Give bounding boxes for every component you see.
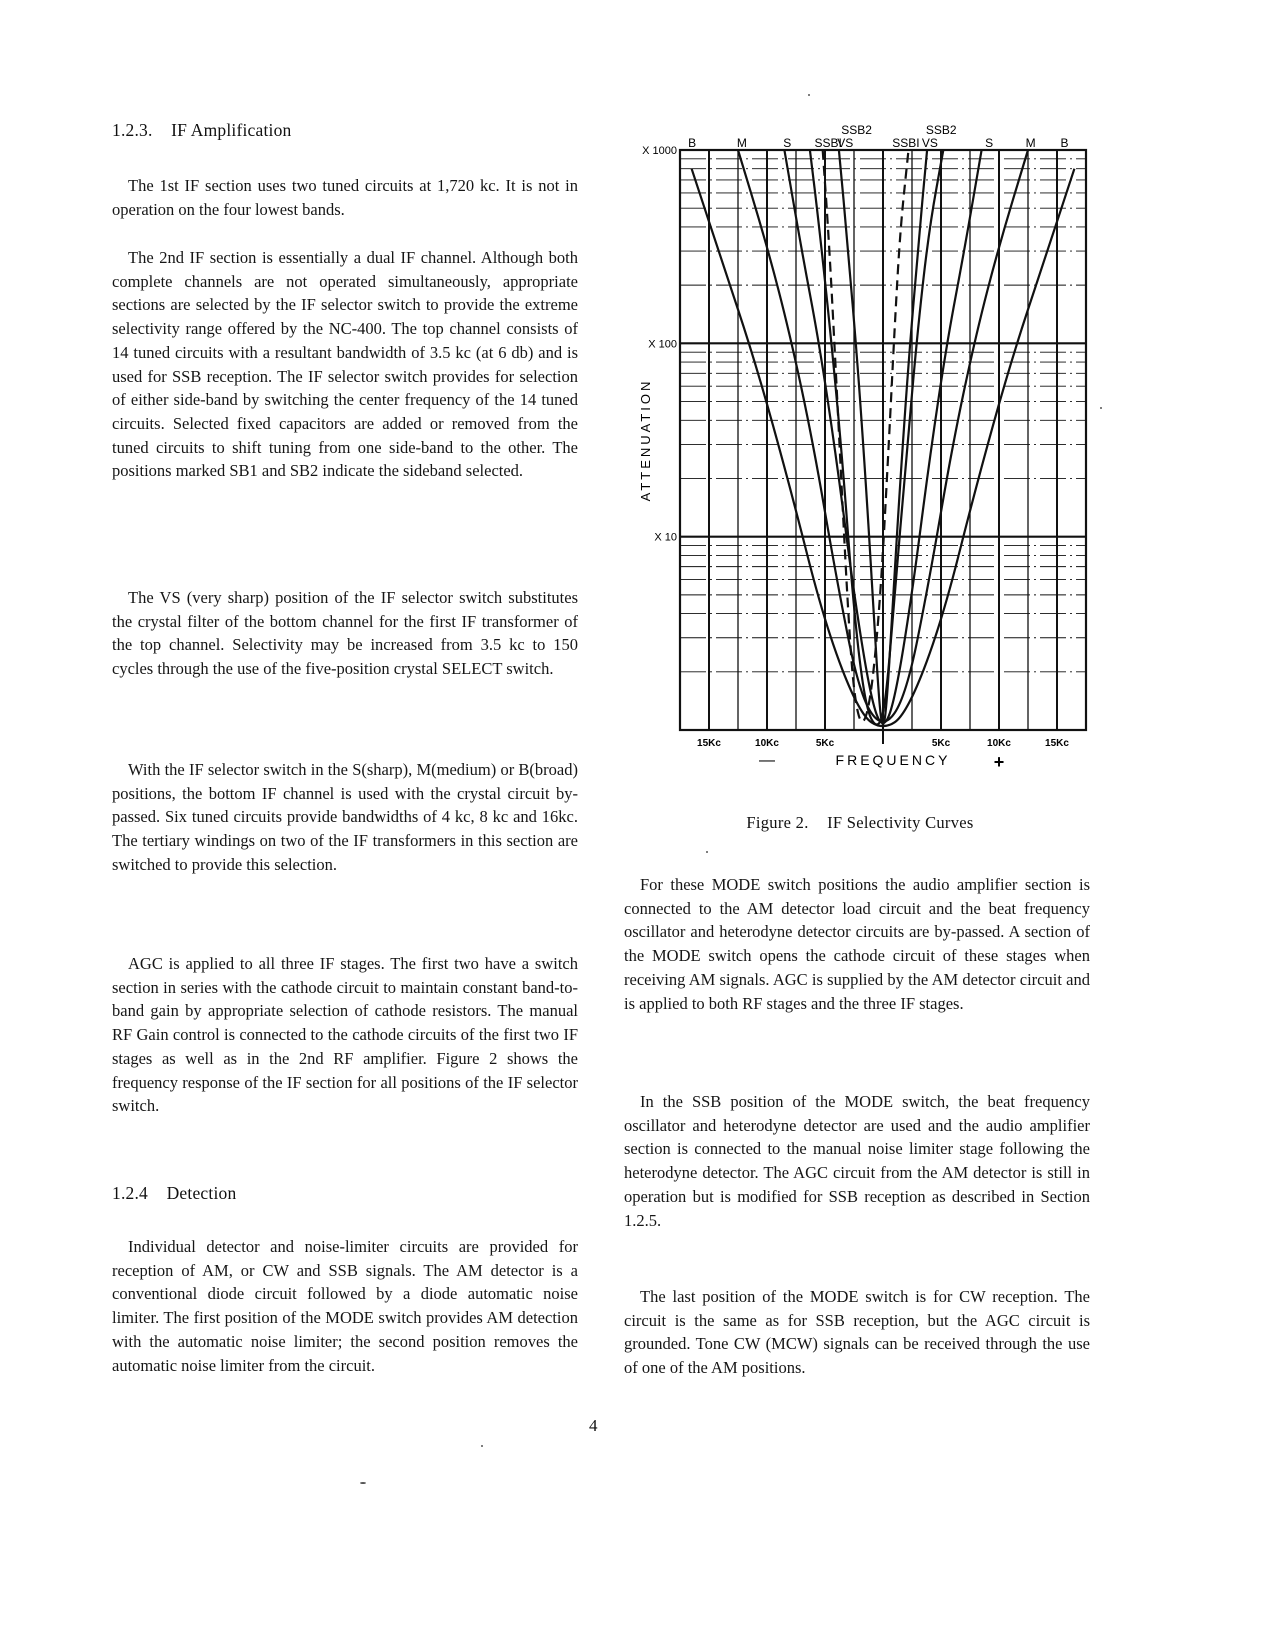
curve-label: B	[688, 136, 697, 150]
section-number: 1.2.3.	[112, 120, 153, 140]
y-tick-label: X 1000	[642, 145, 677, 157]
section-heading-if-amplification	[112, 120, 292, 141]
section-title: Detection	[166, 1183, 237, 1203]
paragraph: The 2nd IF section is essentially a dual IF channel. Although both complete channels are not operated simultaneously, appropriate sections are selected by the IF selector switch to provide the extreme selectivity range offered by the NC-400. The top channel consists of 14 tuned circuits with a resultant bandwidth of 3.5 kc (at 6 db) and is used for SSB reception. The IF selector switch provides for selection of either side-band by switching the center frequency of the 14 tuned circuits. Selected fixed capacitors are added or removed from the tuned circuits to shift tuning from one side-band to the other. The positions marked SB1 and SB2 indicate the sideband selected.	[112, 248, 578, 481]
x-tick-label: 15Kc	[697, 738, 721, 749]
scan-speck	[808, 94, 810, 96]
paragraph: The VS (very sharp) position of the IF selector switch substitutes the crystal filter of the bottom channel for the first IF transformer of the top channel. Selectivity may be increased from 3.5 kc to 150 cycles through the use of the five-position crystal SELECT switch.	[112, 588, 578, 679]
curve-label: SSBI	[814, 136, 842, 150]
x-tick-label: 15Kc	[1045, 738, 1069, 749]
x-tick-label: 10Kc	[987, 738, 1011, 749]
scan-speck	[360, 1482, 366, 1484]
section-heading-detection	[112, 1183, 236, 1204]
paragraph: The last position of the MODE switch is for CW reception. The circuit is the same as for SSB reception, but the AGC circuit is grounded. Tone CW (MCW) signals can be received through the use of one of the AM positions.	[624, 1287, 1090, 1378]
curve-label: SSBI	[892, 136, 920, 150]
figure-label: Figure 2.	[746, 813, 809, 832]
curve-label: S	[783, 136, 792, 150]
x-tick-label: 10Kc	[755, 738, 779, 749]
section-title: IF Amplification	[171, 120, 292, 140]
curve-label: SSB2	[841, 123, 872, 137]
page-number: 4	[589, 1416, 598, 1435]
y-axis-label: ATTENUATION	[638, 378, 653, 502]
figure-title: IF Selectivity Curves	[827, 813, 974, 832]
curve-label: M	[736, 136, 747, 150]
paragraph: Individual detector and noise-limiter circuits are provided for reception of AM, or CW and SSB signals. The AM detector is a conventional diode circuit followed by a diode automatic noise limiter. The first position of the MODE switch provides AM detection with the automatic noise limiter; the second position removes the automatic noise limiter from the circuit.	[112, 1237, 578, 1375]
curve-label: VS	[921, 136, 938, 150]
x-tick-label: 5Kc	[815, 738, 835, 749]
selectivity-chart	[634, 120, 1104, 800]
curve-label: VS	[837, 136, 854, 150]
curve-label: M	[1025, 136, 1036, 150]
paragraph: In the SSB position of the MODE switch, the beat frequency oscillator and heterodyne detector are used and the audio amplifier section is connected to the manual noise limiter stage following the heterodyne detector. The AGC circuit from the AM detector is still in operation but is modified for SSB reception as described in Section 1.2.5.	[624, 1092, 1090, 1230]
paragraph: The 1st IF section uses two tuned circuits at 1,720 kc. It is not in operation on the four lowest bands.	[112, 176, 578, 219]
chart-svg	[634, 120, 1104, 800]
minus-sign: —	[759, 752, 775, 769]
curve-label: S	[985, 136, 994, 150]
paragraph: AGC is applied to all three IF stages. The first two have a switch section in series with the cathode circuit to maintain constant band-to-band gain by appropriate selection of cathode resistors. The manual RF Gain control is connected to the cathode circuits of the first two IF stages as well as in the 2nd RF amplifier. Figure 2 shows the frequency response of the IF section for all positions of the IF selector switch.	[112, 954, 578, 1116]
figure-caption	[620, 813, 1100, 833]
scan-speck	[481, 1445, 483, 1447]
paragraph: For these MODE switch positions the audio amplifier section is connected to the AM detector load circuit and the beat frequency oscillator and heterodyne detector circuits are by-passed. A section of the MODE switch opens the cathode circuit of these stages when receiving AM signals. AGC is supplied by the AM detector circuit and is applied to both RF stages and the three IF stages.	[624, 875, 1090, 1013]
chart-grid	[680, 150, 1086, 744]
paragraph: With the IF selector switch in the S(sharp), M(medium) or B(broad) positions, the bottom IF channel is used with the crystal circuit by-passed. Six tuned circuits provide bandwidths of 4 kc, 8 kc and 16kc. The tertiary windings on two of the IF transformers in this section are switched to provide this selection.	[112, 760, 578, 874]
curve-label: SSB2	[925, 123, 957, 137]
y-tick-label: X 10	[654, 531, 677, 544]
section-number: 1.2.4	[112, 1183, 148, 1203]
curve-label: B	[1060, 136, 1069, 150]
plus-sign: +	[993, 752, 1005, 772]
x-tick-label: 5Kc	[931, 738, 951, 749]
curve-ssb2	[823, 150, 909, 722]
y-tick-label: X 100	[648, 338, 677, 351]
x-axis-label: FREQUENCY	[835, 752, 951, 768]
scan-speck	[1100, 407, 1102, 409]
scan-speck	[706, 851, 708, 853]
